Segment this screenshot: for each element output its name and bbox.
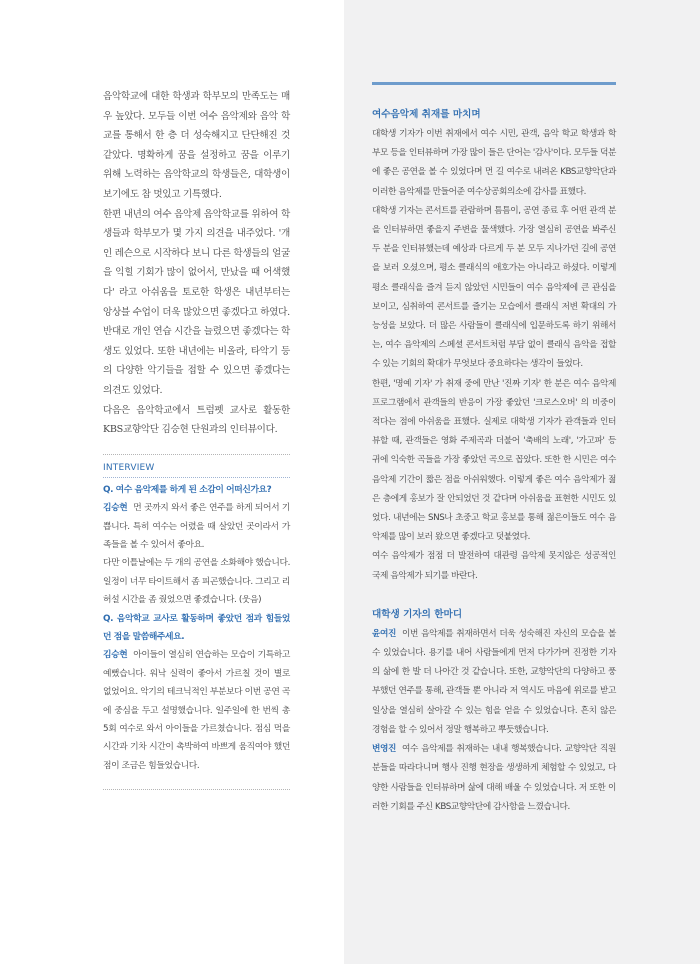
intro-text	[103, 87, 290, 440]
question: Q. 음악학교 교사로 활동하며 좋았던 점과 힘들었던 점을 말씀해주세요.	[103, 613, 290, 642]
divider	[103, 477, 290, 478]
divider	[103, 789, 290, 790]
answer-continued: 다만 이틀날에는 두 개의 공연을 소화해야 했습니다. 일정이 너무 타이트해서 좀 피곤했습니다. 그리고 리허설 시간을 좀 줬었으면 좋겠습니다. (웃음)	[103, 558, 290, 606]
paragraph: 반대로 개인 연습 시간을 늘렸으면 좋겠다는 학생도 있었다. 또한 내년에는 비올라, 타악기 등의 다양한 악기들을 접할 수 있으면 좋겠다는 의견도 있었다.	[103, 326, 290, 396]
answer	[103, 646, 290, 775]
answer	[103, 499, 290, 554]
divider	[103, 454, 290, 455]
interview-text	[103, 481, 290, 776]
speaker-name: 김승현	[103, 650, 128, 661]
right-column	[372, 82, 616, 817]
comment-text: 여수 음악제를 취재하는 내내 행복했습니다. 교향악단 직원 분들을 따라다니며 행사 진행 현장을 생생하게 체험할 수 있었고, 다양한 사람들을 인터뷰하며 삶에 대해 배울 수 있었습니다. 저 또한 이러한 기회를 주신 KBS교향악단에 감사함을 느꼈습니다.	[372, 744, 616, 812]
paragraph: 여수 음악제가 점점 더 발전하여 대관령 음악제 못지않은 성공적인 국제 음악제가 되기를 바란다.	[372, 551, 616, 581]
answer-text: 아이들이 열심히 연습하는 모습이 기특하고 예뻤습니다. 워낙 실력이 좋아서 가르칠 것이 별로 없었어요. 악기의 테크닉적인 부분보다 이번 공연 곡에 중심을 두고 설명했습니다. 일주일에 한 번씩 총 5회 여수로 와서 아이들을 가르쳤습니다. 점심 먹을 시간과 기차 시간이 촉박하여 바쁘게 움직여야 했던 점이 조금은 힘들었습니다.	[103, 650, 290, 771]
comment	[372, 625, 616, 740]
section-title: 여수음악제 취재를 마치며	[372, 109, 481, 120]
paragraph: 대학생 기자가 이번 취재에서 여수 시민, 관객, 음악 학교 학생과 학부모 등을 인터뷰하며 가장 많이 들은 단어는 '감사'이다. 모두들 덕분에 좋은 공연을 볼 수 있었다며 먼 길 여수로 내려온 KBS교향악단과 이러한 음악제를 만들어준 여수상공회의소에 감사를 표했다.	[372, 129, 616, 197]
comment-text: 이번 음악제를 취재하면서 더욱 성숙해진 자신의 모습을 볼 수 있었습니다. 용기를 내어 사람들에게 먼저 다가가며 진정한 기자의 삶에 한 발 더 나아간 것 같습니다. 또한, 교향악단의 다양하고 풍부했던 연주를 통해, 관객들 뿐 아니라 저 역시도 마음에 위로를 받고 일상을 열심히 살아갈 수 있는 힘을 얻을 수 있었습니다. 흔치 않은 경험을 할 수 있어서 정말 행복하고 뿌듯했습니다.	[372, 628, 616, 735]
answer-text: 먼 곳까지 와서 좋은 연주를 하게 되어서 기쁩니다. 특히 여수는 어렸을 때 살았던 곳이라서 가족들을 볼 수 있어서 좋아요.	[103, 503, 290, 550]
question: Q. 여수 음악제를 하게 된 소감이 어떠신가요?	[103, 484, 272, 495]
section-body	[372, 125, 616, 586]
reporter-comments	[372, 625, 616, 817]
paragraph: 음악학교에 대한 학생과 학부모의 만족도는 매우 높았다. 모두들 이번 여수 음악제와 음악 학교를 통해서 한 층 더 성숙해지고 단단해진 것 같았다. 명확하게 꿈을 설정하고 꿈을 이루기 위해 노력하는 음악학교의 학생들은, 대학생이 보기에도 참 멋있고 기특했다.	[103, 91, 290, 200]
speaker-name: 김승현	[103, 503, 128, 514]
reporter-name: 윤여진	[372, 628, 396, 639]
interview-label: INTERVIEW	[103, 462, 155, 473]
paragraph: 한편 내년의 여수 음악제 음악학교를 위하여 학생들과 학부모가 몇 가지 의견을 내주었다. '개인 레슨으로 시작하다 보니 다른 학생들의 얼굴을 익힐 기회가 많이 없어서, 만났을 때 어색했다' 라고 아쉬움을 토로한 학생은 내년부터는 앙상블 수업이 더욱 많았으면 좋겠다고 하였다.	[103, 208, 290, 318]
reporter-name: 변영진	[372, 744, 396, 755]
left-column	[103, 87, 290, 790]
comment	[372, 740, 616, 817]
paragraph: 다음은 음악학교에서 트럼펫 교사로 활동한 KBS교향악단 김승현 단원과의 인터뷰이다.	[103, 404, 290, 436]
section-title: 대학생 기자의 한마디	[372, 608, 463, 620]
paragraph: 한편, '명예 기자' 가 취재 중에 만난 '진짜 기자' 한 분은 여수 음악제 프로그램에서 관객들의 반응이 가장 좋았던 '크로스오버' 의 비중이 적다는 점에 아쉬움을 표했다. 실제로 대학생 기자가 관객들과 인터뷰할 때, 관객들은 영화 주제곡과 더불어 '축배의 노래', '가고파' 등 귀에 익숙한 곡들을 가장 좋았던 곡으로 꼽았다. 또한 한 시민은 여수 음악제 기간이 짧은 점을 아쉬워했다. 이렇게 좋은 여수 음악제가 젊은 층에게 홍보가 잘 안되었던 것 같다며 아쉬움을 표현한 시민도 있었다. 내년에는 SNS나 초중고 학교 홍보를 통해 젊은이들도 여수 음악제를 많이 보러 왔으면 좋겠다고 덧붙였다.	[372, 378, 616, 543]
paragraph: 대학생 기자는 콘서트를 관람하며 틈틈이, 공연 종료 후 어떤 관객 분을 인터뷰하면 좋을지 주변을 물색했다. 가장 열심히 공연을 봐주신 두 분을 인터뷰했는데 예상과 다르게 두 분 모두 지나가던 길에 공연을 보러 오셨으며, 평소 클래식의 애호가는 아니라고 하셨다. 이렇게 평소 클래식을 즐겨 듣지 않았던 시민들이 여수 음악제에 큰 관심을 보이고, 심취하여 콘서트를 즐기는 모습에서 클래식 저변 확대의 가능성을 보았다. 더 많은 사람들이 클래식에 입문하도록 하기 위해서는, 여수 음악제의 스페셜 콘서트처럼 부담 없이 클래식 음악을 접할 수 있는 기회의 확대가 무엇보다 중요하다는 생각이 들었다.	[372, 205, 616, 370]
